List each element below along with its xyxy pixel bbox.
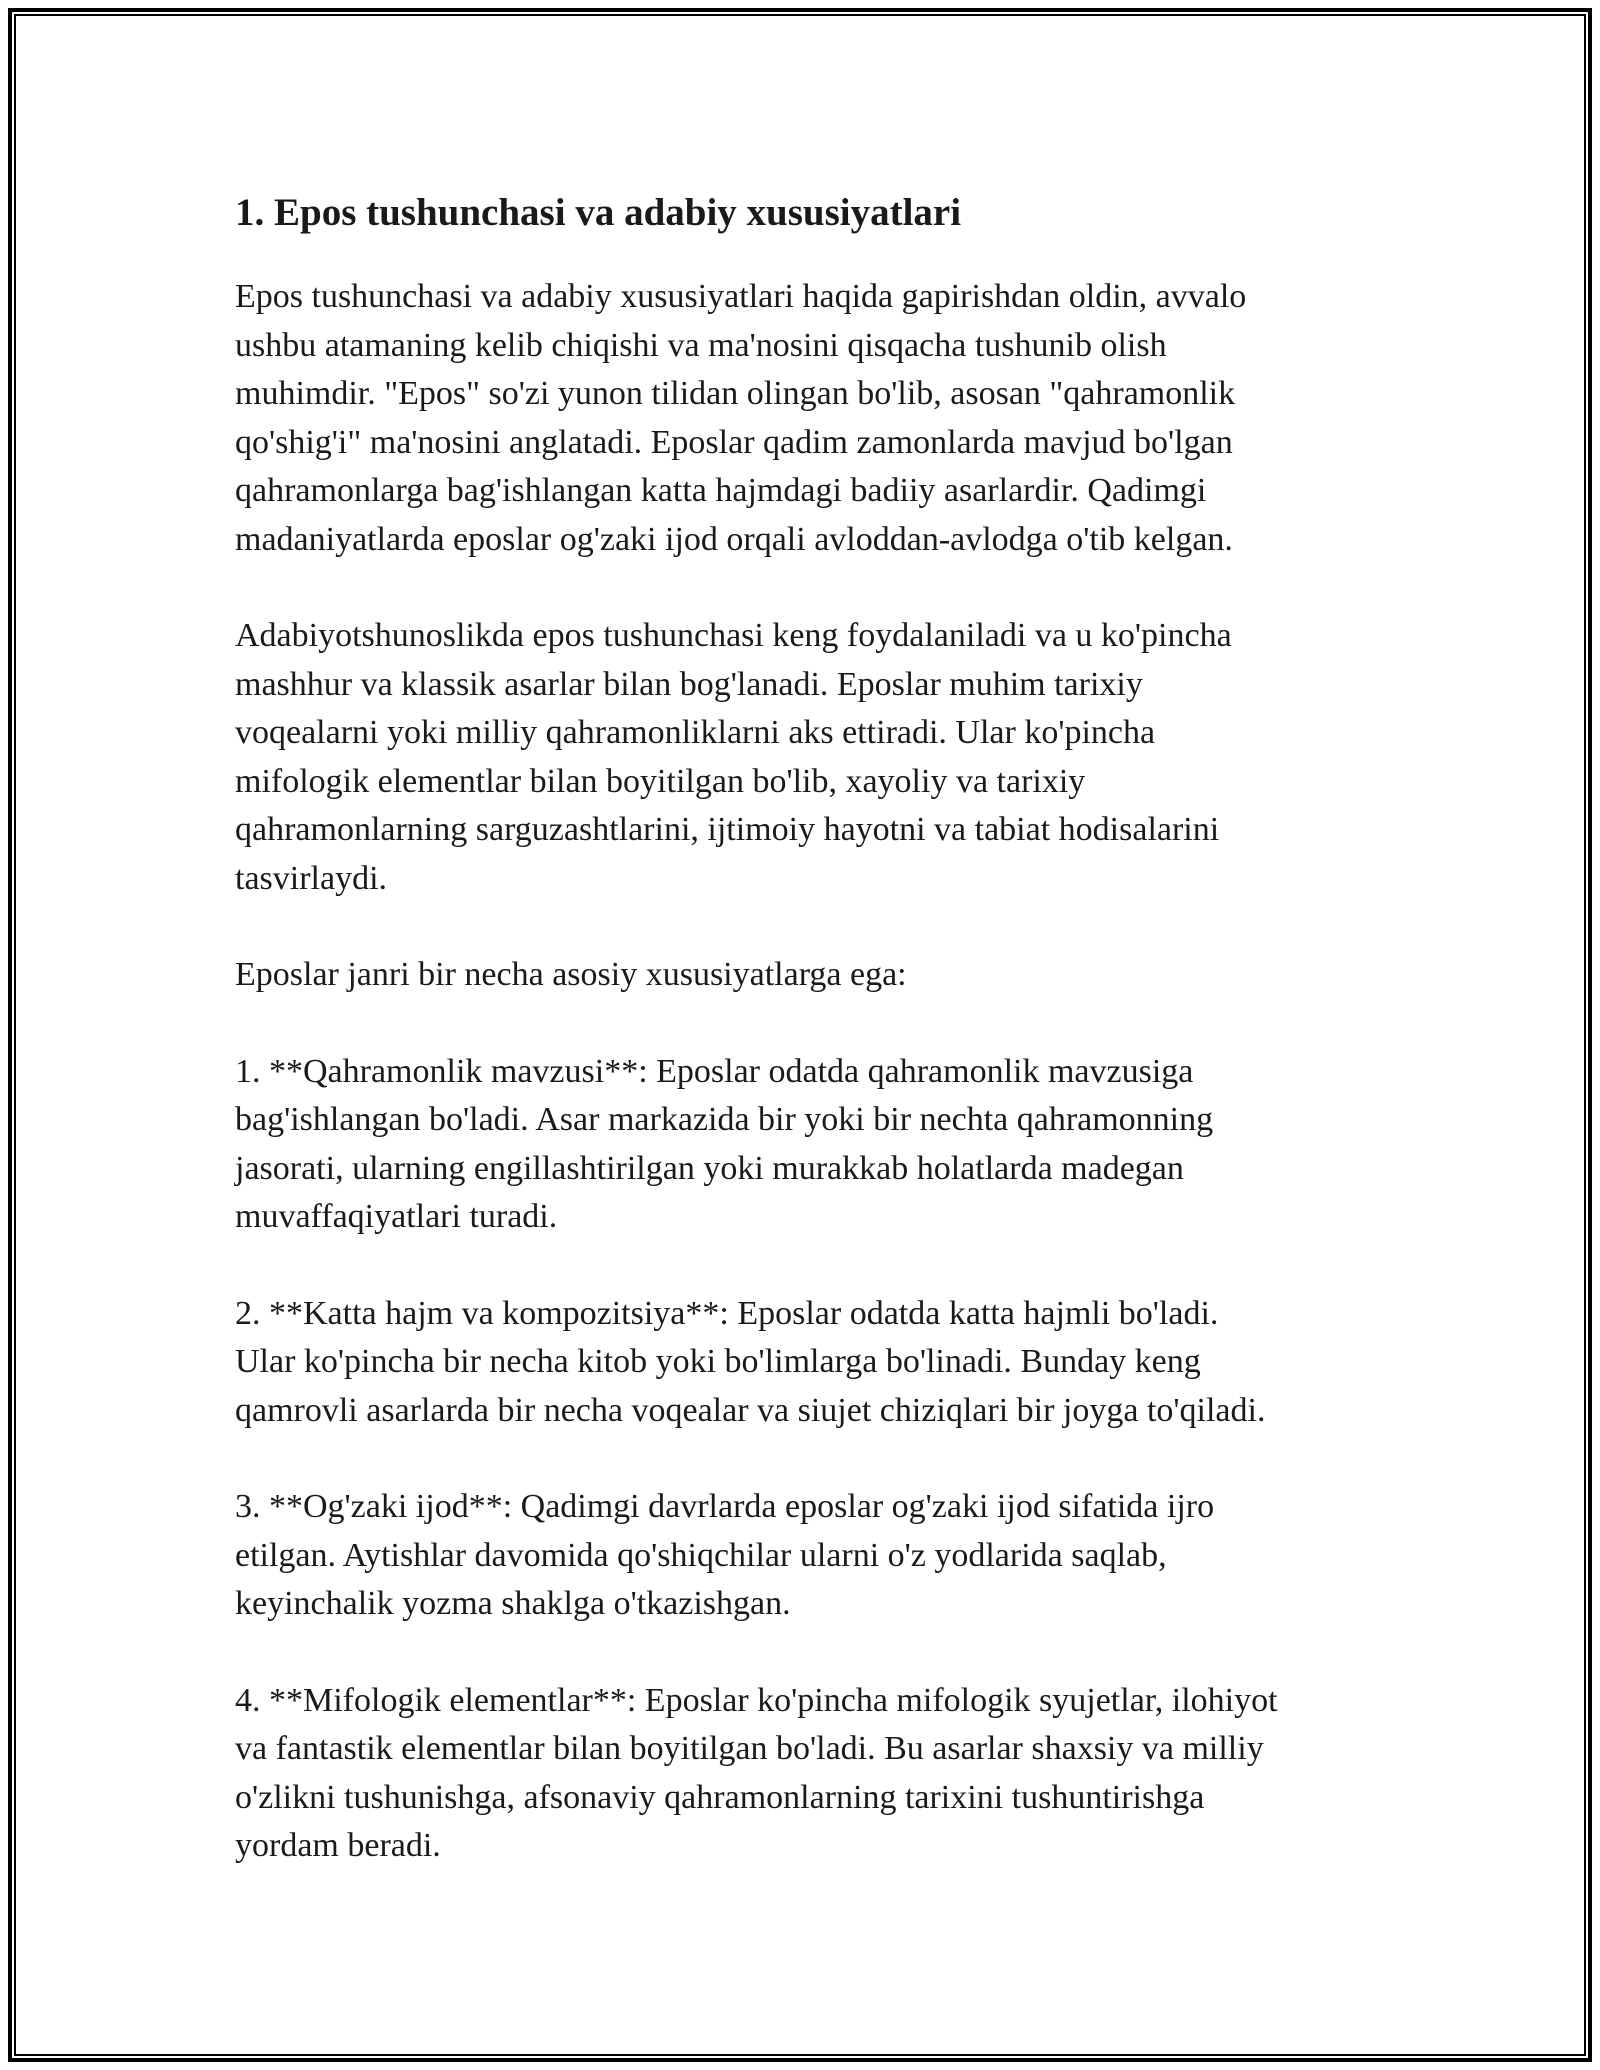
paragraph-intro: Epos tushunchasi va adabiy xususiyatlari haqida gapirishdan oldin, avvalo ushbu atamaning kelib chiqishi va ma'nosini qisqacha tushunib olish muhimdir. "Epos" so'zi yunon tilidan olingan bo'lib, asosan "qahramonlik qo'shig'i" ma'nosini anglatadi. Eposlar qadim zamonlarda mavjud bo'lgan qahramonlarga bag'ishlangan katta hajmdagi badiiy asarlardir. Qadimgi madaniyatlarda eposlar og'zaki ijod orqali avloddan-avlodga o'tib kelgan.: [235, 278, 1247, 558]
list-item-oral-tradition: 3. **Og'zaki ijod**: Qadimgi davrlarda eposlar og'zaki ijod sifatida ijro etilgan. Aytishlar davomida qo'shiqchilar ularni o'z yodlarida saqlab, keyinchalik yozma shaklga o'tkazishgan.: [235, 1488, 1215, 1622]
paragraph-features-lead: Eposlar janri bir necha asosiy xususiyatlarga ega:: [235, 956, 907, 993]
list-item-volume-composition: 2. **Katta hajm va kompozitsiya**: Eposlar odatda katta hajmli bo'ladi. Ular ko'pincha bir necha kitob yoki bo'limlarga bo'linadi. Bunday keng qamrovli asarlarda bir necha voqealar va siujet chiziqlari bir joyga to'qiladi.: [235, 1294, 1266, 1429]
list-item-mythological-elements: 4. **Mifologik elementlar**: Eposlar ko'pincha mifologik syujetlar, ilohiyot va fantastik elementlar bilan boyitilgan bo'ladi. Bu asarlar shaxsiy va milliy o'zlikni tushunishga, afsonaviy qahramonlarning tarixini tushuntirishga yordam beradi.: [235, 1681, 1278, 1864]
section-title: 1. Epos tushunchasi va adabiy xususiyatlari: [235, 191, 962, 234]
paragraph-literary-use: Adabiyotshunoslikda epos tushunchasi keng foydalaniladi va u ko'pincha mashhur va klassik asarlar bilan bog'lanadi. Eposlar muhim tarixiy voqealarni yoki milliy qahramonliklarni aks ettiradi. Ular ko'pincha mifologik elementlar bilan boyitilgan bo'lib, xayoliy va tarixiy qahramonlarning sarguzashtlarini, ijtimoiy hayotni va tabiat hodisalarini tasvirlaydi.: [235, 617, 1232, 897]
list-item-heroism: 1. **Qahramonlik mavzusi**: Eposlar odatda qahramonlik mavzusiga bag'ishlangan bo'ladi. Asar markazida bir yoki bir nechta qahramonning jasorati, ularning engillashtirilgan yoki murakkab holatlarda madegan muvaffaqiyatlari turadi.: [235, 1052, 1214, 1235]
document-body: [235, 185, 1375, 1919]
